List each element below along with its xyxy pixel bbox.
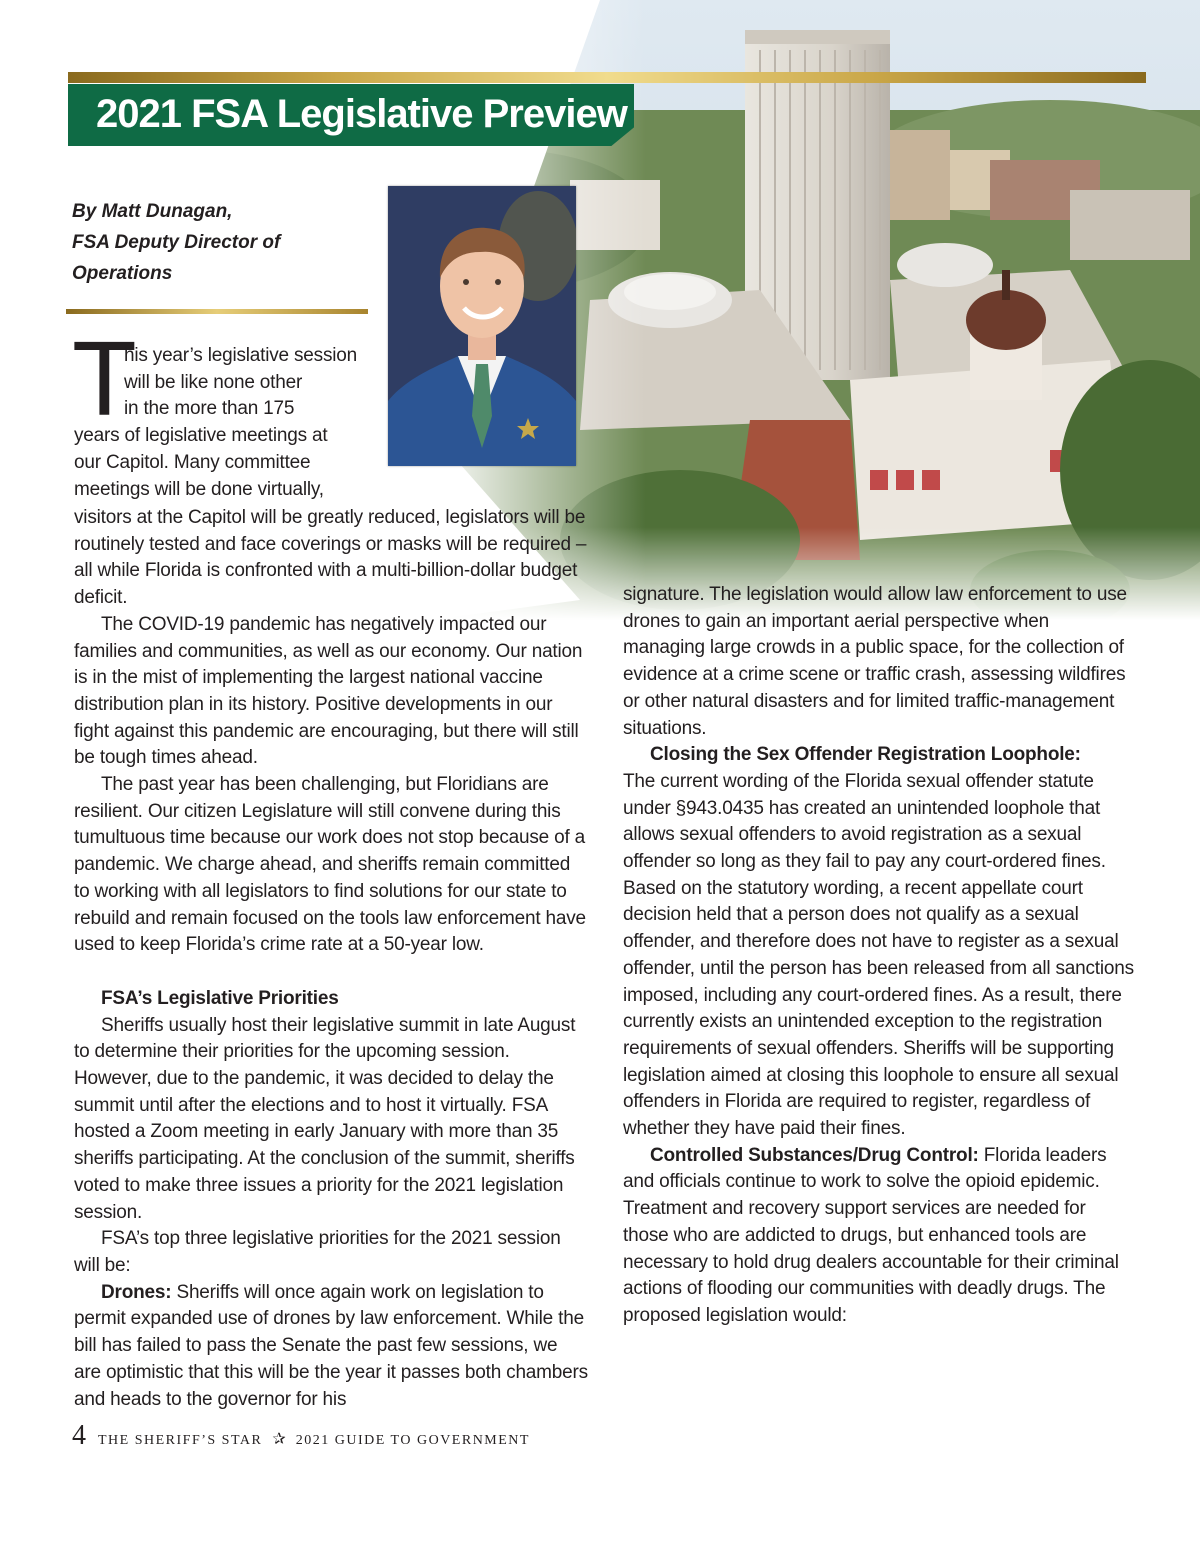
- paragraph: FSA’s top three legislative priorities for the 2021 session will be:: [74, 1228, 561, 1276]
- paragraph: The COVID-19 pandemic has negatively impacted our families and communities, as well as our economy. Our nation is in the mist of implementing the largest national vaccine distribution plan in its history. Positive developments in our fight against this pandemic are encouraging, but there will still be tough times ahead.: [74, 613, 583, 769]
- paragraph: The past year has been challenging, but Floridians are resilient. Our citizen Legislature will still convene during this tumultuous time because our work does not stop because of a pandemic. We charge ahead, and sheriffs remain committed to working with all legislators to find solutions for our state to rebuild and remain focused on the tools law enforcement have used to keep Florida’s crime rate at a 50-year low.: [74, 774, 586, 956]
- intro-line: will be like none other: [124, 371, 303, 393]
- star-icon: ✰: [272, 1431, 286, 1448]
- drones-text: Sheriffs will once again work on legislation to permit expanded use of drones by law enforcement. While the bill has failed to pass the Senate the past few sessions, we are optimistic that this will be the year it passes both chambers and heads to the governor for his: [74, 1281, 588, 1410]
- byline-line: Operations: [72, 263, 173, 284]
- paragraph: visitors at the Capitol will be greatly reduced, legislators will be routinely tested and face coverings or masks will be required – all while Florida is confronted with a multi-billion-dollar budget deficit.: [74, 507, 587, 609]
- paragraph: [623, 1143, 1135, 1330]
- byline-line: By Matt Dunagan,: [72, 201, 233, 222]
- drug-label: Controlled Substances/Drug Control:: [650, 1144, 979, 1166]
- byline: [72, 196, 280, 289]
- paragraph: signature. The legislation would allow law enforcement to use drones to gain an important aerial perspective when managing large crowds in a public space, for the collection of evidence at a crime scene or traffic crash, assessing wildfires or other natural disasters and for limited traffic-management situations.: [623, 584, 1127, 739]
- drones-label: Drones:: [101, 1281, 172, 1303]
- byline-line: FSA Deputy Director of: [72, 232, 281, 253]
- headshot-icon: [388, 186, 576, 466]
- page-footer: [72, 1420, 530, 1460]
- intro-line: our Capitol. Many committee: [74, 451, 311, 473]
- drop-cap: T: [72, 320, 137, 438]
- section-heading: FSA’s Legislative Priorities: [101, 987, 339, 1009]
- header-rule-top: [68, 72, 1146, 83]
- publication-name: THE SHERIFF’S STAR: [98, 1433, 263, 1448]
- paragraph: [74, 1280, 588, 1414]
- intro-line: meetings will be done virtually,: [74, 478, 324, 500]
- byline-rule: [66, 309, 368, 314]
- paragraph: Sheriffs usually host their legislative summit in late August to determine their priorities for the upcoming session. However, due to the pandemic, it was decided to delay the summit until after the elections and to host it virtually. FSA hosted a Zoom meeting in early January with more than 35 sheriffs participating. At the conclusion of the summit, sheriffs voted to make three issues a priority for the 2021 legislation session.: [74, 1014, 576, 1223]
- paragraph: The current wording of the Florida sexual offender statute under §943.0435 has created an unintended loophole that allows sexual offenders to avoid registration as a sexual offender so long as they fail to pay any court-ordered fines. Based on the statutory wording, a recent appellate court decision held that a person does not qualify as a sexual offender, and therefore does not have to register as a sexual offender, until the person has been released from all sanctions imposed, including any court-ordered fines. As a result, there currently exists an unintended exception to the registration requirements of sexual offenders. Sheriffs will be supporting legislation aimed at closing this loophole to ensure all sexual offenders in Florida are required to register, regardless of whether they have paid their fines.: [623, 770, 1134, 1140]
- intro-line: in the more than 175: [124, 398, 295, 420]
- article-column-left: [74, 505, 588, 1413]
- drug-text: Florida leaders and officials continue to work to solve the opioid epidemic. Treatment and recovery support services are needed for those who are addicted to drugs, but enhanced tools are necessary to hold drug dealers accountable for their criminal actions of flooding our communities with deadly drugs. The proposed legislation would:: [623, 1144, 1119, 1326]
- page-title: 2021 FSA Legislative Preview: [96, 92, 627, 136]
- loophole-label: Closing the Sex Offender Registration Loophole:: [650, 744, 1081, 766]
- section-name: 2021 GUIDE TO GOVERNMENT: [295, 1433, 530, 1448]
- intro-line: years of legislative meetings at: [74, 425, 328, 447]
- page-number: 4: [72, 1420, 86, 1451]
- article-column-right: [623, 582, 1135, 1330]
- intro-line: his year’s legislative session: [124, 345, 358, 366]
- intro-paragraph: [74, 343, 374, 503]
